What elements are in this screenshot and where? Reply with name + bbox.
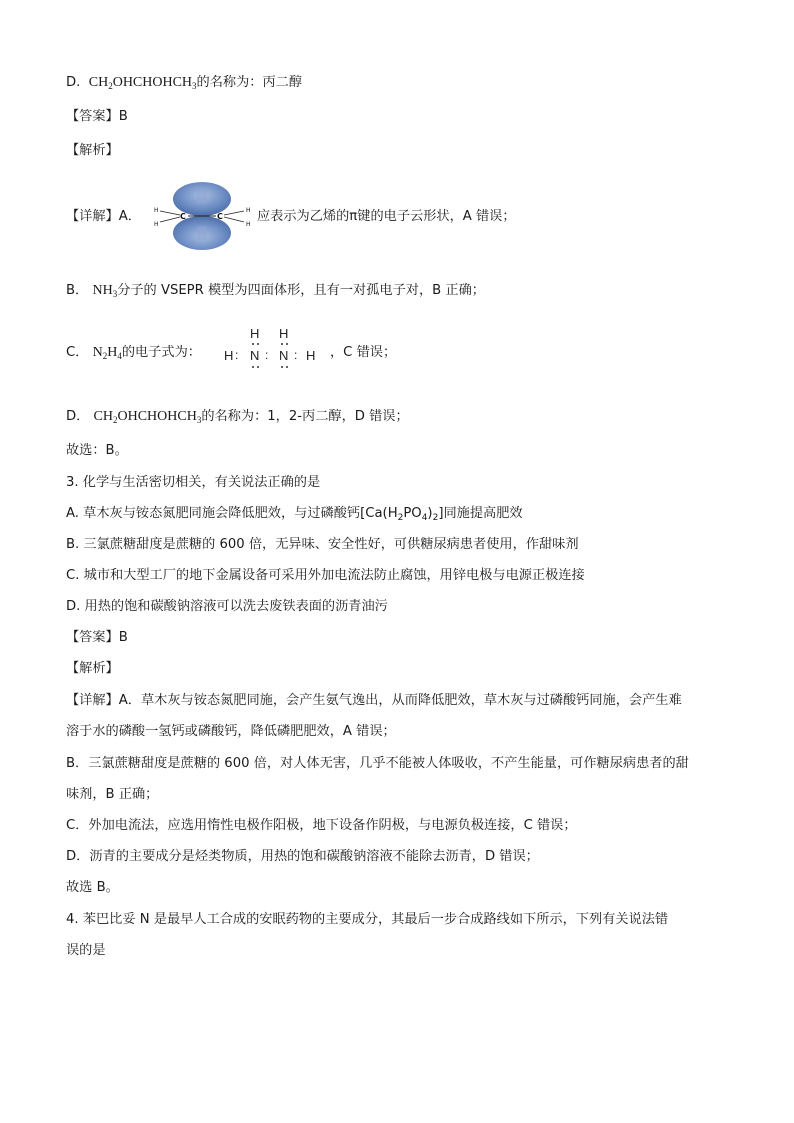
- detail-text: 分子的 VSEPR 模型为四面体形，且有一对孤电子对，B 正确；: [117, 283, 485, 298]
- formula-part: CH: [88, 75, 109, 90]
- q2-detail-a-prefix: 【详解】A．: [66, 209, 141, 224]
- formula-subscript: 2: [108, 81, 113, 91]
- hydrogen-label: H: [154, 207, 159, 214]
- electron-dot: [252, 343, 254, 345]
- formula-subscript: 4: [421, 513, 428, 523]
- detail-text: 的名称为：1，2-丙二醇，D 错误；: [201, 409, 409, 424]
- formula-part: ): [427, 506, 433, 521]
- bond-pair: :: [265, 348, 269, 362]
- q2-choose: 故选：B。: [66, 443, 128, 458]
- detail-text: 的电子式为：: [121, 345, 201, 360]
- formula-subscript: 3: [196, 415, 202, 425]
- nitrogen-label: N: [279, 348, 289, 363]
- q3-detail-a-line1: 【详解】A．草木灰与铵态氮肥同施，会产生氨气逸出，从而降低肥效，草木灰与过磷酸钙同施，会产生难: [66, 693, 682, 708]
- formula-subscript: 2: [113, 415, 118, 425]
- q3-detail-d: D．沥青的主要成分是烃类物质，用热的饱和碳酸钠溶液不能除去沥青，D 错误；: [66, 849, 539, 864]
- chem-formula: [94, 409, 202, 424]
- formula-subscript: 2: [397, 513, 404, 523]
- option-text: ]同施提高肥效: [438, 506, 523, 521]
- q2-answer: 【答案】B: [66, 109, 128, 124]
- electron-dot: [281, 343, 283, 345]
- hydrazine-lewis-structure: [220, 324, 330, 372]
- lobe-highlight: [197, 190, 207, 204]
- q3-detail-c: C．外加电流法，应选用惰性电极作阳极，地下设备作阴极，与电源负极连接，C 错误；: [66, 818, 577, 833]
- chem-formula: [89, 75, 197, 90]
- q3-detail-a-line2: 溶于水的磷酸一氢钙或磷酸钙，降低磷肥肥效，A 错误；: [66, 724, 396, 739]
- option-text: A. 草木灰与铵态氮肥同施会降低肥效，与过磷酸钙[Ca(H: [66, 506, 398, 521]
- hydrogen-label: H: [154, 221, 159, 228]
- carbon-label: C: [180, 212, 186, 221]
- formula-subscript: 2: [102, 351, 108, 361]
- q2-detail-c-text: ，C 错误；: [330, 345, 397, 360]
- option-label: B．: [66, 283, 89, 298]
- option-label: D.: [66, 75, 81, 90]
- nitrogen-label: N: [250, 348, 260, 363]
- q3-analysis: 【解析】: [66, 661, 119, 676]
- hydrogen-label: H: [246, 221, 251, 228]
- bond-pair: :: [235, 348, 239, 362]
- q3-detail-b-line2: 味剂，B 正确；: [66, 787, 159, 802]
- electron-dot: [257, 343, 259, 345]
- q2-detail-a-text: 应表示为乙烯的π键的电子云形状，A 错误；: [257, 209, 516, 224]
- formula-part: N: [92, 345, 103, 360]
- formula-subscript: 4: [117, 351, 122, 361]
- option-text: 的名称为：丙二醇: [196, 75, 303, 90]
- electron-dot: [281, 366, 283, 368]
- formula-part: NH: [92, 283, 113, 298]
- formula-part: PO: [403, 506, 422, 521]
- bond-pair: :: [294, 348, 298, 362]
- q4-stem-line2: 误的是: [66, 943, 106, 958]
- formula-subscript: 3: [112, 289, 118, 299]
- hydrogen-label: H: [246, 207, 251, 214]
- formula-subscript: 3: [192, 81, 197, 91]
- formula-part: H: [107, 345, 118, 360]
- q2-detail-b: [66, 282, 485, 303]
- ethylene-pi-bond-diagram: [150, 180, 255, 252]
- formula-part: OHCHOHCH: [112, 75, 193, 90]
- q3-option-b: B. 三氯蔗糖甜度是蔗糖的 600 倍，无异味、安全性好，可供糖尿病患者使用，作甜味剂: [66, 537, 579, 552]
- c-h-bond: [224, 217, 244, 222]
- hydrogen-label: H: [224, 348, 234, 363]
- hydrogen-label: H: [250, 326, 260, 341]
- q3-option-c: C. 城市和大型工厂的地下金属设备可采用外加电流法防止腐蚀，用锌电极与电源正极连接: [66, 568, 585, 583]
- q2-option-d: [66, 74, 302, 95]
- lobe-highlight: [197, 226, 207, 240]
- option-label: D．: [66, 409, 90, 424]
- q3-stem: 3. 化学与生活密切相关，有关说法正确的是: [66, 475, 321, 490]
- electron-dot: [257, 366, 259, 368]
- formula-part: CH: [93, 409, 113, 424]
- hydrogen-label: H: [306, 348, 316, 363]
- formula-subscript: 2: [432, 513, 439, 523]
- q3-answer: 【答案】B: [66, 630, 128, 645]
- q3-option-d: D. 用热的饱和碳酸钠溶液可以洗去废铁表面的沥青油污: [66, 599, 388, 614]
- c-h-bond: [160, 211, 180, 215]
- carbon-label: C: [217, 212, 223, 221]
- q2-detail-d: [66, 408, 409, 429]
- electron-dot: [286, 343, 288, 345]
- q2-detail-c: [66, 344, 201, 365]
- electron-dot: [286, 366, 288, 368]
- q3-option-a: [66, 505, 523, 527]
- chem-formula: [93, 345, 122, 360]
- c-h-bond: [160, 217, 180, 222]
- option-label: C．: [66, 345, 89, 360]
- electron-dot: [252, 366, 254, 368]
- c-h-bond: [224, 211, 244, 215]
- q3-choose: 故选 B。: [66, 880, 119, 895]
- formula-part: OHCHOHCH: [117, 409, 197, 424]
- chem-formula: [92, 283, 117, 298]
- hydrogen-label: H: [279, 326, 289, 341]
- q2-analysis: 【解析】: [66, 143, 119, 158]
- q3-detail-b-line1: B．三氯蔗糖甜度是蔗糖的 600 倍，对人体无害，几乎不能被人体吸收，不产生能量，可作糖尿病患者的甜: [66, 756, 689, 771]
- q4-stem-line1: 4. 苯巴比妥 N 是最早人工合成的安眠药物的主要成分，其最后一步合成路线如下所示，下列有关说法错: [66, 912, 669, 927]
